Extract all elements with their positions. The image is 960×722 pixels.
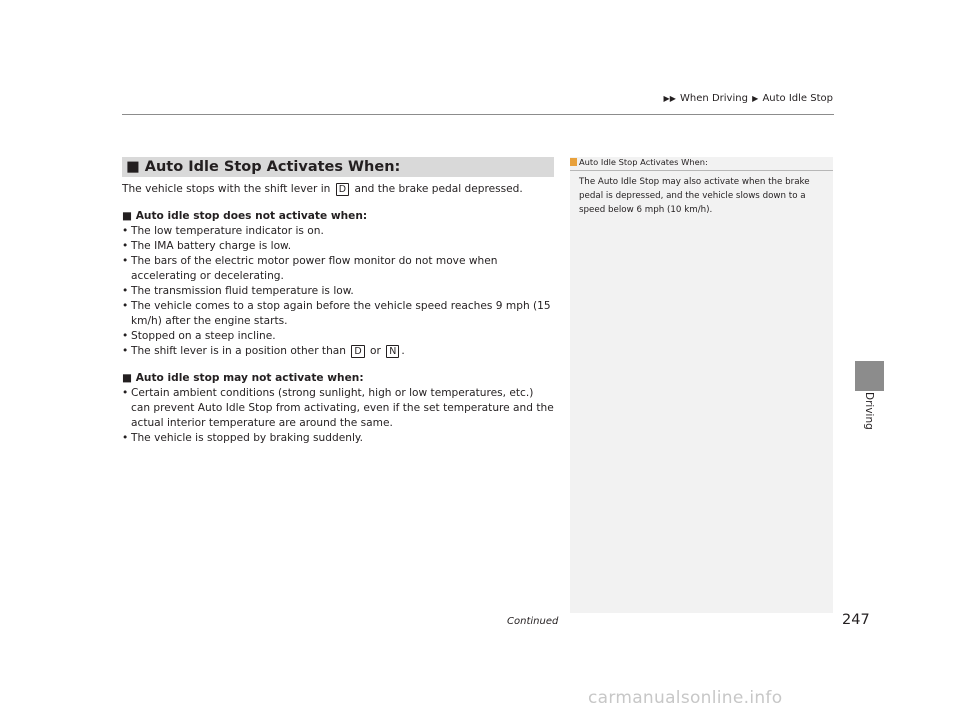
reference-marker-icon — [570, 158, 577, 166]
shift-position-d-key: D — [336, 183, 349, 196]
continued-label: Continued — [507, 616, 559, 627]
section-title-text: Auto Idle Stop Activates When: — [144, 159, 401, 175]
square-bullet-icon: ■ — [122, 210, 133, 222]
breadcrumb-item-auto-idle-stop[interactable]: Auto Idle Stop — [762, 93, 833, 104]
shift-position-n-key: N — [386, 345, 399, 358]
list-item: • Certain ambient conditions (strong sunlight, high or low temperatures, etc.) can prevent Auto Idle Stop from activating, even if the set temperature and the actual interior temperature are around the same. — [122, 387, 554, 429]
header-divider — [122, 114, 834, 115]
watermark: carmanualsonline.info — [588, 688, 783, 708]
not-activate-list — [122, 224, 554, 359]
subsection-heading-not-activate: ■ Auto idle stop does not activate when: — [122, 210, 368, 222]
intro-paragraph: The vehicle stops with the shift lever in D and the brake pedal depressed. — [122, 183, 523, 195]
page-number: 247 — [842, 612, 870, 628]
section-header — [122, 157, 554, 177]
sidebar-heading: Auto Idle Stop Activates When: — [570, 157, 833, 171]
list-item: • The vehicle comes to a stop again before the vehicle speed reaches 9 mph (15 km/h) after the engine starts. — [122, 300, 551, 327]
breadcrumb — [663, 93, 833, 104]
list-item: • The shift lever is in a position other than D or N . — [122, 345, 405, 357]
breadcrumb-item-when-driving[interactable]: When Driving — [680, 93, 748, 104]
list-item: • Stopped on a steep incline. — [122, 330, 276, 342]
double-arrow-icon: ▶▶ — [663, 94, 676, 103]
main-content — [122, 182, 554, 446]
chapter-tab-label[interactable]: Driving — [863, 392, 875, 430]
chapter-tab[interactable] — [855, 361, 884, 391]
section-title — [126, 157, 400, 177]
list-item: • The transmission fluid temperature is low. — [122, 285, 354, 297]
subsection-heading-may-not-activate: ■ Auto idle stop may not activate when: — [122, 372, 364, 384]
list-item: • The IMA battery charge is low. — [122, 240, 292, 252]
square-bullet-icon: ■ — [126, 159, 140, 175]
list-item: • The bars of the electric motor power flow monitor do not move when accelerating or decelerating. — [122, 255, 498, 282]
list-item: • The vehicle is stopped by braking suddenly. — [122, 432, 364, 444]
shift-position-d-key: D — [351, 345, 364, 358]
may-not-activate-list — [122, 386, 554, 446]
note-sidebar — [570, 157, 833, 613]
arrow-icon: ▶ — [752, 94, 759, 103]
square-bullet-icon: ■ — [122, 372, 133, 384]
list-item: • The low temperature indicator is on. — [122, 225, 324, 237]
sidebar-note-text: The Auto Idle Stop may also activate when the brake pedal is depressed, and the vehicle slows down to a speed below 6 mph (10 km/h). — [579, 177, 810, 215]
